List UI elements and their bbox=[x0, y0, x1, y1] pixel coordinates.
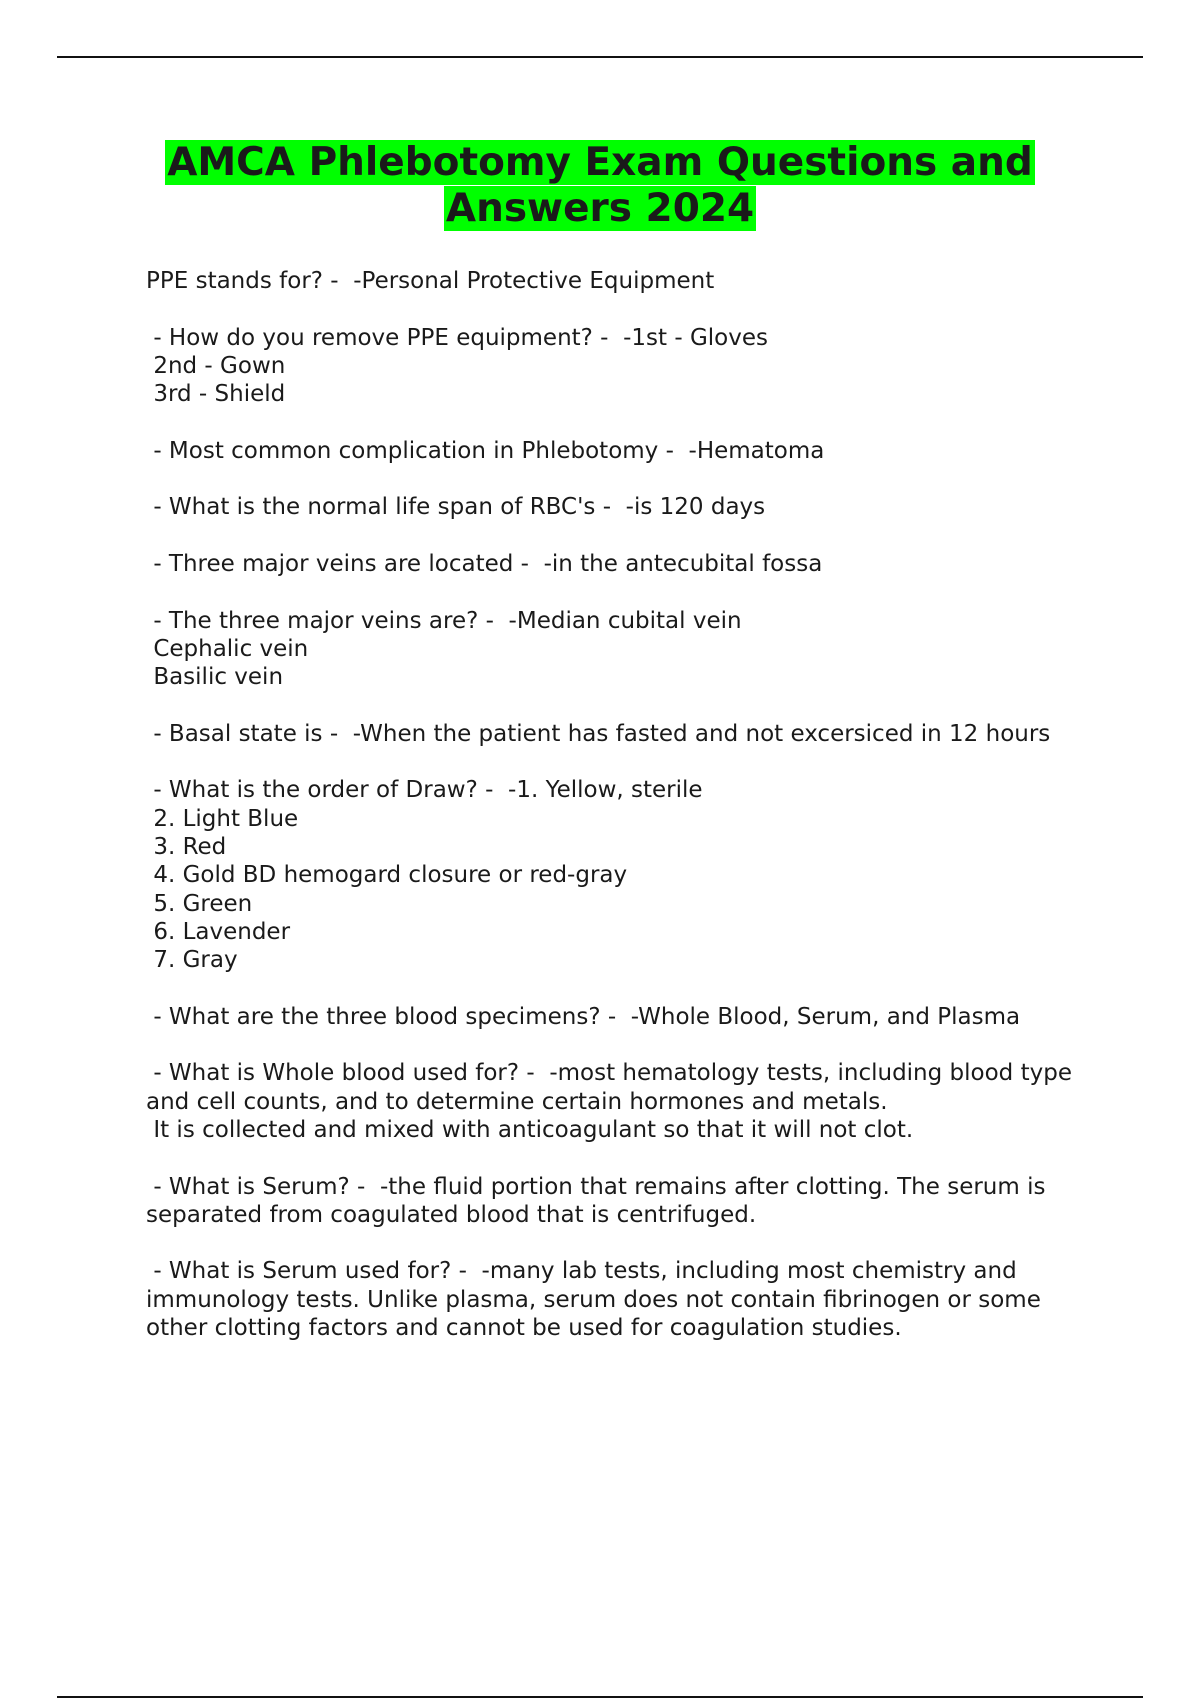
qa-item: - How do you remove PPE equipment? - -1st - Gloves 2nd - Gown 3rd - Shield bbox=[153, 324, 768, 408]
qa-item: - What is the order of Draw? - -1. Yellow, sterile 2. Light Blue 3. Red 4. Gold BD hemogard closure or red-gray 5. Green 6. Lavender 7. Gray bbox=[153, 777, 703, 974]
bottom-rule bbox=[57, 1696, 1143, 1698]
top-rule bbox=[57, 56, 1143, 58]
qa-item: - What is Serum used for? - -many lab tests, including most chemistry and immunology tests. Unlike plasma, serum does not contain fibrinogen or some other clotting factors and cannot be used for coagulation studies. bbox=[146, 1258, 1049, 1341]
qa-item: - Three major veins are located - -in the antecubital fossa bbox=[146, 550, 823, 577]
qa-item: - What is Whole blood used for? - -most hematology tests, including blood type and cell counts, and to determine certain hormones and metals. It is collected and mixed with anticoagulant so that it will not clot. bbox=[146, 1060, 1072, 1143]
qa-item: - What is Serum? - -the fluid portion that remains after clotting. The serum is separated from coagulated blood that is centrifuged. bbox=[146, 1173, 1053, 1228]
title-highlight: AMCA Phlebotomy Exam Questions and Answers 2024 bbox=[167, 140, 1033, 231]
qa-item: - What are the three blood specimens? - -Whole Blood, Serum, and Plasma bbox=[146, 1003, 1021, 1030]
qa-item: PPE stands for? - -Personal Protective Equipment bbox=[146, 268, 715, 294]
qa-list bbox=[146, 267, 1096, 1371]
qa-item: - Basal state is - -When the patient has fasted and not excersiced in 12 hours bbox=[146, 720, 1051, 747]
document-title bbox=[100, 140, 1100, 232]
qa-item: - What is the normal life span of RBC's - -is 120 days bbox=[146, 494, 766, 521]
qa-item: - Most common complication in Phlebotomy - -Hematoma bbox=[146, 437, 825, 464]
qa-item: - The three major veins are? - -Median cubital vein Cephalic vein Basilic vein bbox=[153, 607, 742, 691]
